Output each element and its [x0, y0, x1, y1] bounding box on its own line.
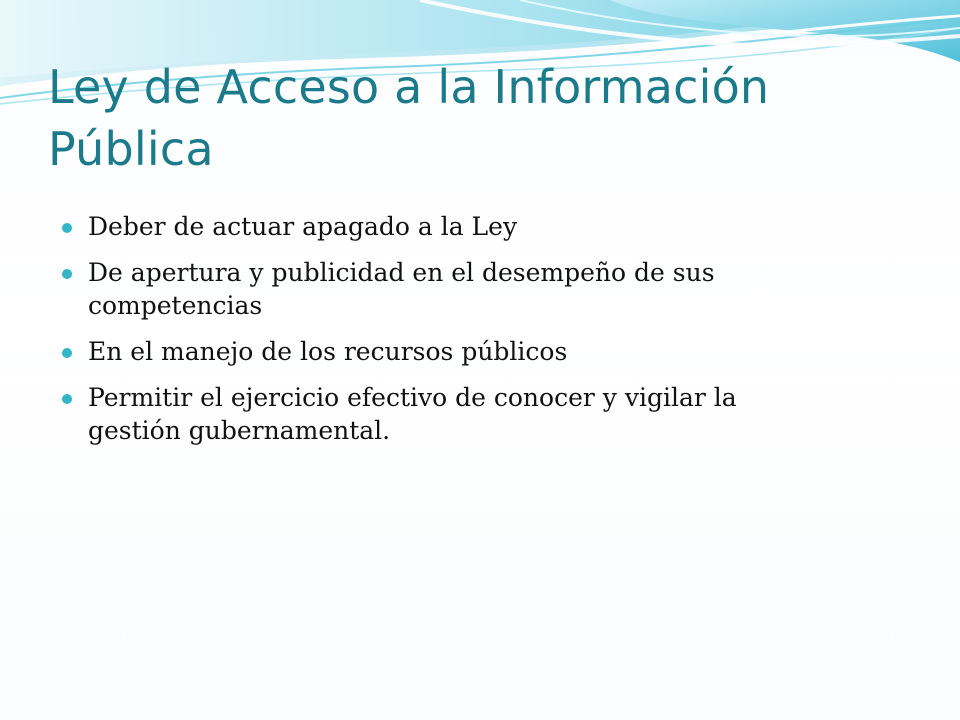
bullet-3-line-1: En el manejo de los recursos públicos [88, 337, 568, 366]
bullet-list [62, 210, 902, 460]
slide-title [48, 56, 908, 180]
bullet-1-line-1: Deber de actuar apagado a la Ley [88, 212, 518, 241]
bullet-4-line-1: Permitir el ejercicio efectivo de conocer y vigilar la [88, 383, 737, 412]
bullet-2-line-1: De apertura y publicidad en el desempeño de sus [88, 258, 715, 287]
bullet-dot-icon [62, 348, 72, 358]
bullet-dot-icon [62, 269, 72, 279]
bullet-item-1 [62, 210, 902, 243]
bullet-item-3 [62, 335, 902, 368]
bullet-dot-icon [62, 394, 72, 404]
bullet-2-line-2: competencias [88, 291, 263, 320]
bullet-item-2 [62, 256, 902, 322]
slide-title-line-2: Pública [48, 122, 214, 176]
bullet-4-line-2: gestión gubernamental. [88, 416, 391, 445]
bullet-item-4 [62, 381, 902, 447]
bullet-dot-icon [62, 223, 72, 233]
slide-title-line-1: Ley de Acceso a la Información [48, 60, 770, 114]
